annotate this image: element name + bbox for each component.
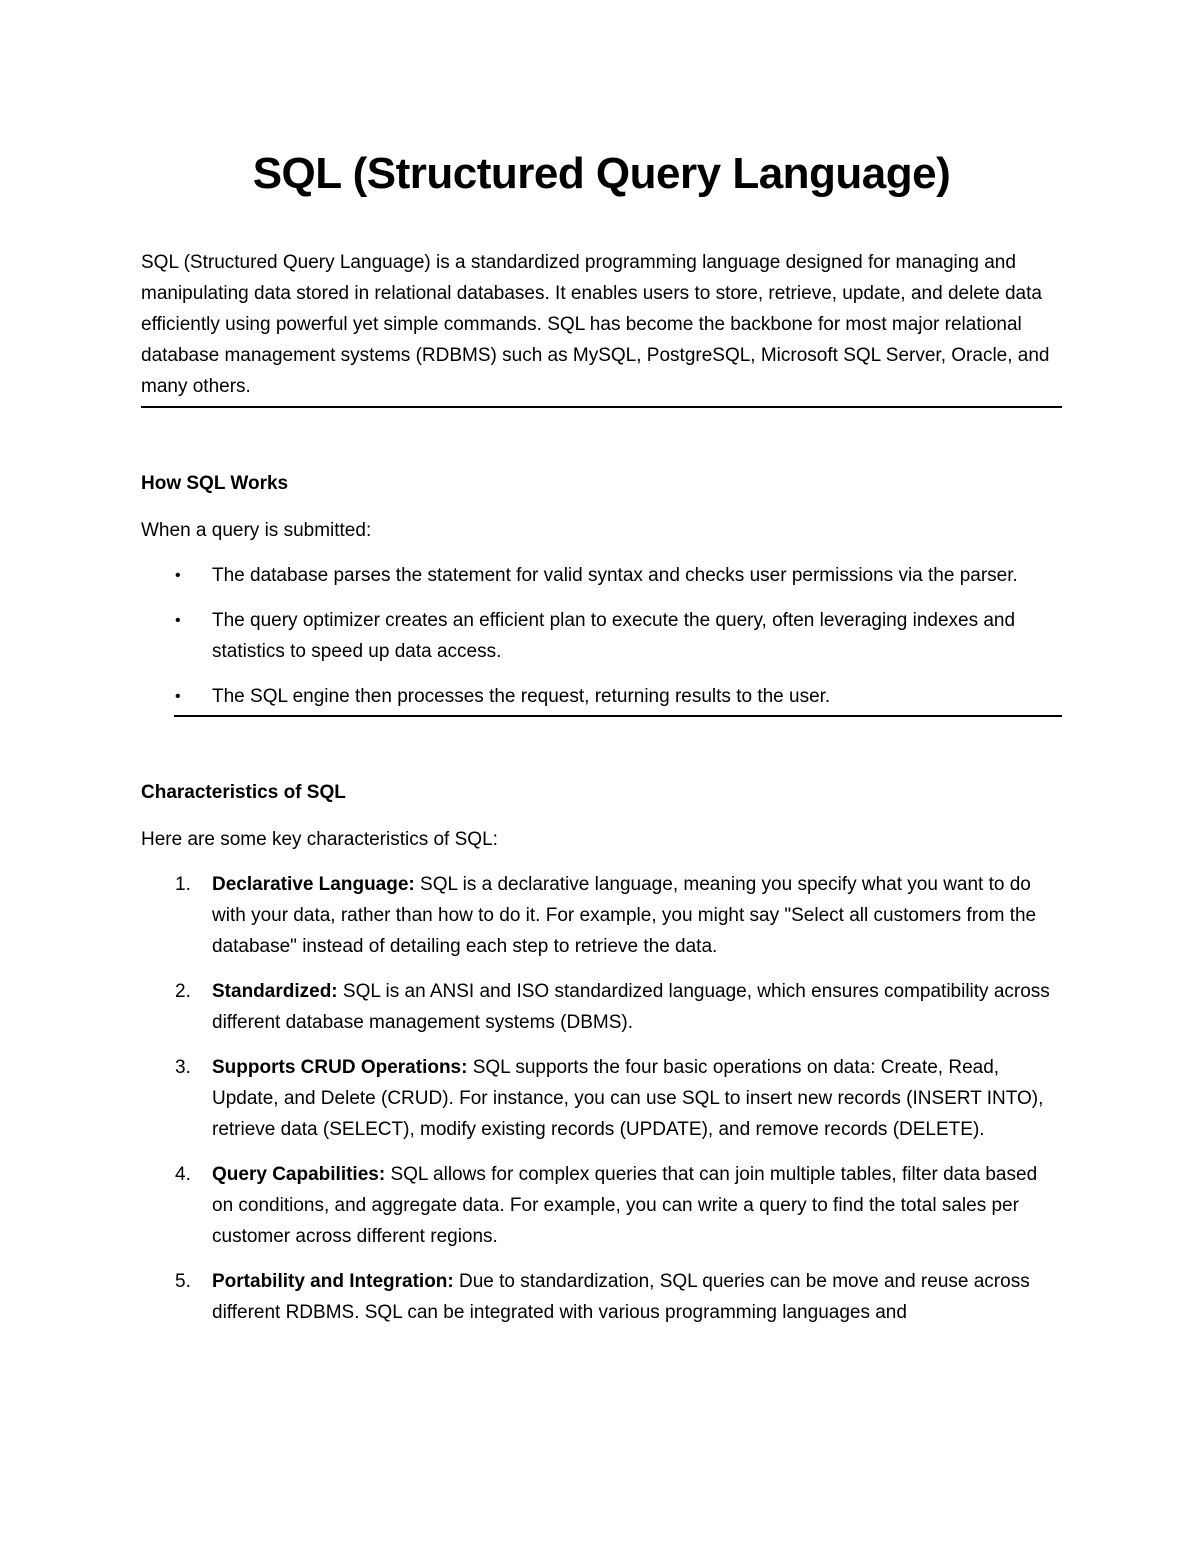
characteristics-lead: Here are some key characteristics of SQL:	[141, 828, 498, 850]
list-item-text: The database parses the statement for valid syntax and checks user permissions via the parser.	[212, 564, 1018, 586]
list-item-text: SQL is a declarative language, meaning you specify what you want to do with your data, rather than how to do it. For example, you might say "Select all customers from the database" instead of detailing each step to retrieve the data.	[212, 873, 1037, 957]
how-sql-works-lead: When a query is submitted:	[141, 519, 372, 541]
list-item-term: Portability and Integration:	[212, 1270, 454, 1292]
list-item	[141, 1052, 1062, 1145]
section-divider	[141, 406, 1062, 408]
intro-paragraph: SQL (Structured Query Language) is a standardized programming language designed for managing and manipulating data stored in relational databases. It enables users to store, retrieve, update, and delete data efficiently using powerful yet simple commands. SQL has become the backbone for most major relational database management systems (RDBMS) such as MySQL, PostgreSQL, Microsoft SQL Server, Oracle, and many others.	[141, 251, 1050, 397]
list-item	[141, 681, 1062, 712]
list-item	[141, 1266, 1062, 1328]
list-item-number: 3.	[175, 1056, 191, 1078]
list-item-term: Supports CRUD Operations:	[212, 1056, 468, 1078]
list-item	[141, 560, 1062, 591]
list-item-text: The SQL engine then processes the request, returning results to the user.	[212, 685, 831, 707]
list-item-text: Due to standardization, SQL queries can be move and reuse across different RDBMS. SQL can be integrated with various programming languages and	[212, 1270, 1030, 1323]
document-title: SQL (Structured Query Language)	[252, 149, 951, 198]
list-item-number: 5.	[175, 1270, 191, 1292]
section-heading-how-sql-works: How SQL Works	[141, 472, 289, 494]
list-item-text: SQL supports the four basic operations on data: Create, Read, Update, and Delete (CRUD). For instance, you can use SQL to insert new records (INSERT INTO), retrieve data (SELECT), modify existing records (UPDATE), and remove records (DELETE).	[212, 1056, 1044, 1140]
list-item-number: 2.	[175, 980, 191, 1002]
list-item-term: Declarative Language:	[212, 873, 415, 895]
list-item-term: Query Capabilities:	[212, 1163, 386, 1185]
list-item	[141, 605, 1062, 667]
list-item-term: Standardized:	[212, 980, 338, 1002]
list-item	[141, 976, 1062, 1038]
list-item-number: 4.	[175, 1163, 191, 1185]
list-item-number: 1.	[175, 873, 191, 895]
list-item-text: SQL is an ANSI and ISO standardized language, which ensures compatibility across different database management systems (DBMS).	[212, 980, 1050, 1033]
list-item-text: The query optimizer creates an efficient plan to execute the query, often leveraging indexes and statistics to speed up data access.	[212, 609, 1016, 662]
list-item	[141, 869, 1062, 962]
bullet-icon: •	[175, 611, 181, 629]
characteristics-list	[141, 869, 1062, 1328]
section-divider	[174, 715, 1062, 717]
bullet-icon: •	[175, 566, 181, 584]
section-heading-characteristics: Characteristics of SQL	[141, 781, 346, 803]
list-item-text: SQL allows for complex queries that can join multiple tables, filter data based on conditions, and aggregate data. For example, you can write a query to find the total sales per customer across different regions.	[212, 1163, 1038, 1247]
bullet-icon: •	[175, 687, 181, 705]
how-sql-works-list	[141, 560, 1062, 712]
list-item	[141, 1159, 1062, 1252]
